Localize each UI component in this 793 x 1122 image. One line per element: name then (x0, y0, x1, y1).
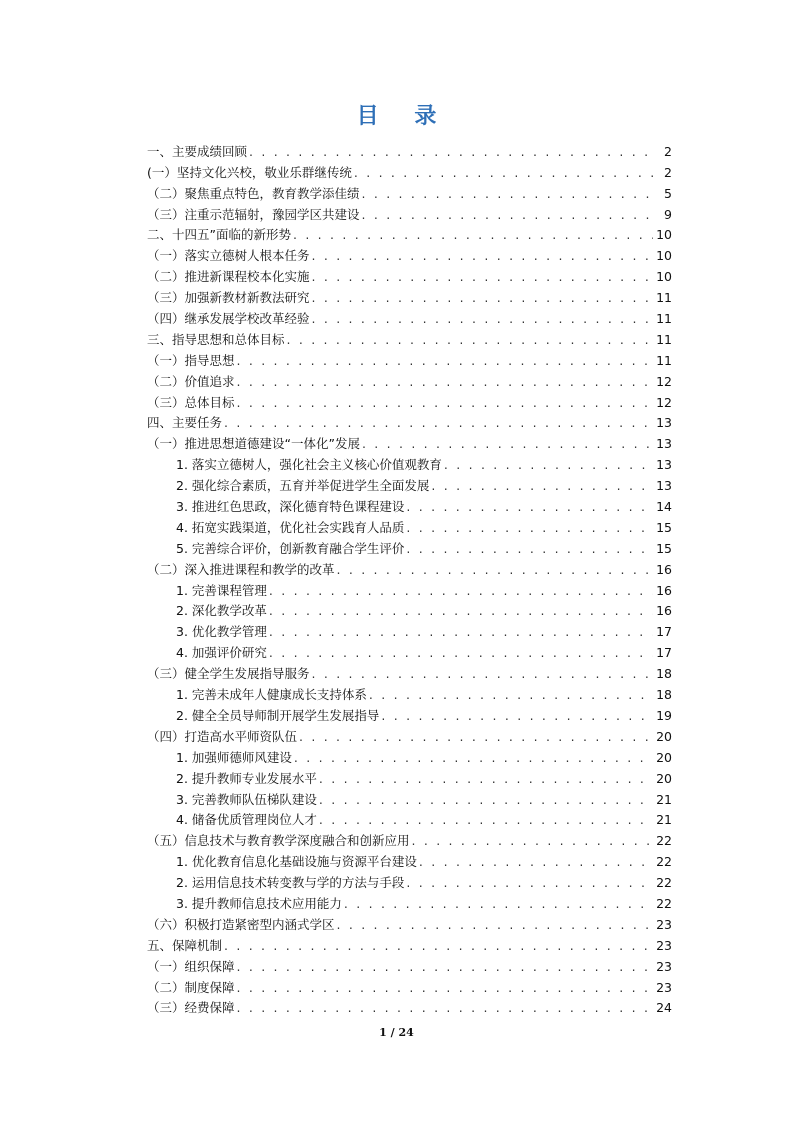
dot-leader (235, 374, 654, 390)
toc-entry-page-number: 13 (656, 457, 672, 473)
toc-entry[interactable] (147, 264, 672, 285)
toc-entry-page-number: 21 (656, 812, 672, 828)
page-number-footer: 1 / 24 (379, 1026, 414, 1039)
toc-entry-title: 1. 完善未成年人健康成长支持体系 (176, 687, 367, 703)
toc-entry-page-number: 9 (664, 206, 672, 222)
toc-entry-title: 1. 完善课程管理 (176, 582, 267, 598)
toc-entry-page-number: 21 (656, 791, 672, 807)
dot-leader (360, 436, 653, 452)
toc-entry-page-number: 16 (656, 582, 672, 598)
toc-entry-page-number: 10 (656, 269, 672, 285)
toc-entry[interactable] (147, 661, 672, 682)
toc-entry-page-number: 20 (656, 728, 672, 744)
toc-entry-title: （三）加强新教材新教法研究 (147, 290, 310, 306)
toc-entry-page-number: 11 (656, 311, 672, 327)
dot-leader (335, 917, 654, 933)
toc-entry[interactable] (147, 243, 672, 264)
dot-leader (235, 1000, 654, 1016)
dot-leader (367, 687, 653, 703)
toc-entry[interactable] (147, 954, 672, 975)
dot-leader (310, 666, 654, 682)
toc-entry[interactable] (147, 682, 672, 703)
dot-leader (291, 227, 653, 243)
toc-entry-page-number: 22 (656, 833, 672, 849)
toc-entry-page-number: 10 (656, 248, 672, 264)
toc-entry[interactable] (147, 202, 672, 223)
dot-leader (292, 750, 653, 766)
toc-entry-title: 2. 强化综合素质，五育并举促进学生全面发展 (176, 478, 430, 494)
dot-leader (235, 353, 654, 369)
toc-entry-title: 2. 提升教师专业发展水平 (176, 770, 317, 786)
toc-entry-title: 2. 运用信息技术转变教与学的方法与手段 (176, 875, 405, 891)
toc-entry-page-number: 5 (664, 185, 672, 201)
toc-entry-page-number: 12 (656, 394, 672, 410)
dot-leader (317, 792, 653, 808)
toc-entry-page-number: 15 (656, 540, 672, 556)
toc-entry[interactable] (147, 619, 672, 640)
toc-entry-title: （一）指导思想 (147, 352, 235, 368)
toc-entry-title: （三）健全学生发展指导服务 (147, 666, 310, 682)
dot-leader (379, 708, 653, 724)
dot-leader (335, 562, 654, 578)
toc-entry-page-number: 23 (656, 958, 672, 974)
toc-entry-page-number: 19 (656, 707, 672, 723)
dot-leader (352, 165, 655, 181)
toc-entry-title: 3. 优化教学管理 (176, 624, 267, 640)
toc-entry-title: 2. 健全全员导师制开展学生发展指导 (176, 707, 380, 723)
toc-entry-page-number: 20 (656, 749, 672, 765)
toc-entry-title: （一）推进思想道德建设“一体化”发展 (147, 436, 360, 452)
toc-entry-page-number: 22 (656, 895, 672, 911)
dot-leader (317, 812, 653, 828)
toc-entry-page-number: 13 (656, 436, 672, 452)
toc-entry-title: 四、主要任务 (147, 415, 223, 431)
toc-entry[interactable] (147, 599, 672, 620)
toc-entry-page-number: 2 (664, 143, 672, 159)
toc-entry-page-number: 23 (656, 937, 672, 953)
toc-entry-title: 4. 拓宽实践渠道，优化社会实践育人品质 (176, 519, 405, 535)
toc-entry-title: （一）组织保障 (147, 958, 235, 974)
toc-entry-title: （四）继承发展学校改革经验 (147, 311, 310, 327)
toc-entry[interactable] (147, 766, 672, 787)
toc-entry-title: 1. 加强师德师风建设 (176, 749, 292, 765)
dot-leader (247, 144, 655, 160)
toc-entry-page-number: 18 (656, 666, 672, 682)
toc-entry-title: 5. 完善综合评价，创新教育融合学生评价 (176, 540, 405, 556)
dot-leader (310, 248, 654, 264)
toc-entry[interactable] (147, 578, 672, 599)
dot-leader (310, 269, 654, 285)
toc-entry[interactable] (147, 223, 672, 244)
toc-entry-page-number: 16 (656, 603, 672, 619)
dot-leader (267, 624, 653, 640)
toc-entry-title: 4. 加强评价研究 (176, 645, 267, 661)
toc-entry-page-number: 20 (656, 770, 672, 786)
page-title: 目 录 (356, 104, 451, 129)
dot-leader (235, 980, 654, 996)
toc-entry-page-number: 13 (656, 478, 672, 494)
toc-entry-title: （二）推进新课程校本化实施 (147, 269, 310, 285)
dot-leader (442, 457, 653, 473)
toc-entry-title: （四）打造高水平师资队伍 (147, 728, 298, 744)
toc-entry[interactable] (147, 306, 672, 327)
dot-leader (267, 645, 653, 661)
toc-entry-title: 二、十四五”面临的新形势 (147, 227, 291, 243)
toc-entry-title: 1. 优化教育信息化基础设施与资源平台建设 (176, 854, 417, 870)
toc-entry[interactable] (147, 808, 672, 829)
toc-entry[interactable] (147, 703, 672, 724)
dot-leader (404, 541, 653, 557)
dot-leader (285, 332, 654, 348)
table-of-contents (147, 139, 672, 1016)
toc-entry[interactable] (147, 431, 672, 452)
dot-leader (360, 186, 655, 202)
toc-entry-title: （六）积极打造紧密型内涵式学区 (147, 916, 335, 932)
toc-entry[interactable] (147, 285, 672, 306)
toc-entry[interactable] (147, 390, 672, 411)
toc-entry-page-number: 10 (656, 227, 672, 243)
toc-entry-page-number: 18 (656, 687, 672, 703)
toc-entry[interactable] (147, 452, 672, 473)
toc-entry-title: （二）价值追求 (147, 373, 235, 389)
dot-leader (404, 499, 653, 515)
toc-entry[interactable] (147, 369, 672, 390)
toc-entry-page-number: 16 (656, 561, 672, 577)
toc-entry-page-number: 15 (656, 519, 672, 535)
dot-leader (267, 603, 653, 619)
toc-entry[interactable] (147, 494, 672, 515)
toc-entry-title: 4. 储备优质管理岗位人才 (176, 812, 317, 828)
toc-entry-page-number: 23 (656, 916, 672, 932)
toc-entry[interactable] (147, 411, 672, 432)
toc-entry[interactable] (147, 933, 672, 954)
toc-entry-page-number: 13 (656, 415, 672, 431)
dot-leader (410, 833, 654, 849)
toc-entry-title: (一）坚持文化兴校，敬业乐群继传统 (147, 164, 352, 180)
toc-entry-title: 3. 提升教师信息技术应用能力 (176, 895, 342, 911)
toc-entry-page-number: 24 (656, 1000, 672, 1016)
toc-entry[interactable] (147, 536, 672, 557)
dot-leader (360, 207, 655, 223)
toc-entry-page-number: 11 (656, 290, 672, 306)
toc-entry-page-number: 22 (656, 875, 672, 891)
toc-entry-title: （三）总体目标 (147, 394, 235, 410)
toc-entry[interactable] (147, 724, 672, 745)
toc-entry[interactable] (147, 870, 672, 891)
toc-entry[interactable] (147, 745, 672, 766)
dot-leader (235, 959, 654, 975)
toc-entry-title: 3. 完善教师队伍梯队建设 (176, 791, 317, 807)
dot-leader (310, 311, 654, 327)
toc-entry[interactable] (147, 912, 672, 933)
toc-entry[interactable] (147, 139, 672, 160)
toc-entry[interactable] (147, 327, 672, 348)
toc-entry[interactable] (147, 473, 672, 494)
toc-entry[interactable] (147, 557, 672, 578)
toc-entry-page-number: 11 (656, 331, 672, 347)
toc-entry[interactable] (147, 181, 672, 202)
toc-entry[interactable] (147, 891, 672, 912)
toc-entry[interactable] (147, 975, 672, 996)
toc-entry-page-number: 11 (656, 352, 672, 368)
toc-entry-title: （二）制度保障 (147, 979, 235, 995)
toc-entry-page-number: 17 (656, 645, 672, 661)
toc-entry-title: 五、保障机制 (147, 937, 223, 953)
toc-entry[interactable] (147, 640, 672, 661)
dot-leader (222, 415, 653, 431)
toc-entry-title: 三、指导思想和总体目标 (147, 331, 285, 347)
toc-entry[interactable] (147, 787, 672, 808)
toc-entry-title: 一、主要成绩回顾 (147, 143, 248, 159)
dot-leader (310, 290, 654, 306)
toc-entry[interactable] (147, 515, 672, 536)
toc-entry-title: （三）注重示范辐射，豫园学区共建设 (147, 206, 360, 222)
toc-entry[interactable] (147, 996, 672, 1017)
toc-entry[interactable] (147, 160, 672, 181)
toc-entry-page-number: 12 (656, 373, 672, 389)
dot-leader (342, 896, 653, 912)
toc-entry-title: （一）落实立德树人根本任务 (147, 248, 310, 264)
toc-entry[interactable] (147, 828, 672, 849)
dot-leader (267, 583, 653, 599)
dot-leader (222, 938, 653, 954)
dot-leader (235, 395, 654, 411)
toc-entry-title: 2. 深化教学改革 (176, 603, 267, 619)
toc-entry-title: 1. 落实立德树人，强化社会主义核心价值观教育 (176, 457, 442, 473)
toc-entry[interactable] (147, 348, 672, 369)
dot-leader (429, 478, 653, 494)
dot-leader (404, 520, 653, 536)
toc-entry-title: （二）深入推进课程和教学的改革 (147, 561, 335, 577)
toc-entry-title: （二）聚焦重点特色，教育教学添佳绩 (147, 185, 360, 201)
dot-leader (417, 854, 653, 870)
toc-entry-page-number: 17 (656, 624, 672, 640)
dot-leader (404, 875, 653, 891)
toc-entry-title: （三）经费保障 (147, 1000, 235, 1016)
toc-entry-page-number: 23 (656, 979, 672, 995)
toc-entry-page-number: 2 (664, 164, 672, 180)
dot-leader (317, 771, 653, 787)
toc-entry-title: （五）信息技术与教育教学深度融合和创新应用 (147, 833, 410, 849)
toc-entry-title: 3. 推进红色思政，深化德育特色课程建设 (176, 499, 405, 515)
toc-entry-page-number: 14 (656, 499, 672, 515)
toc-entry-page-number: 22 (656, 854, 672, 870)
toc-entry[interactable] (147, 849, 672, 870)
dot-leader (297, 729, 653, 745)
